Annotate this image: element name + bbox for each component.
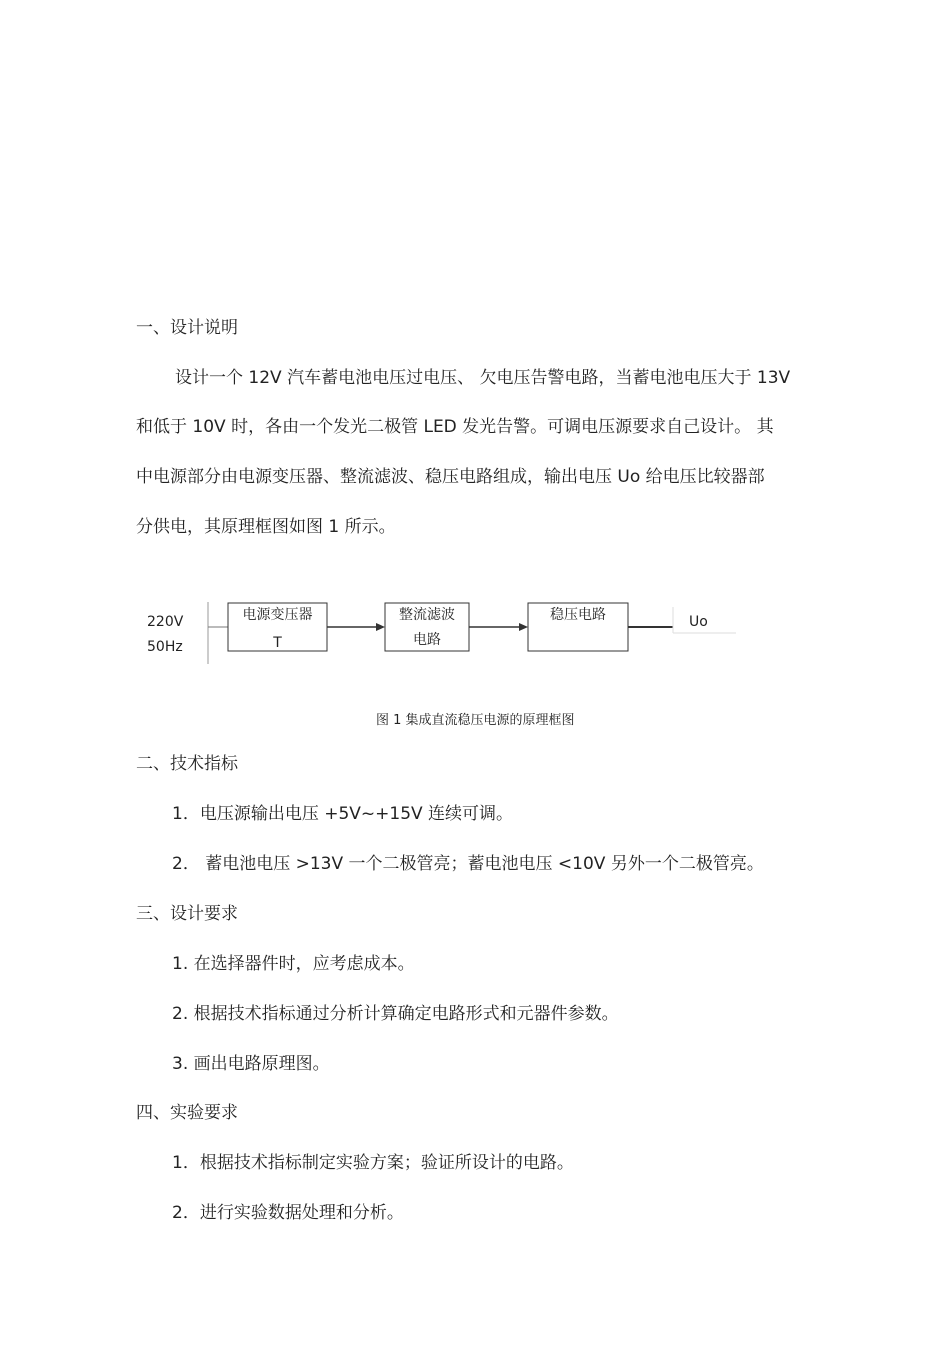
design-requirement-2: 2. 根据技术指标通过分析计算确定电路形式和元器件参数。 bbox=[172, 1004, 619, 1024]
rectifier-circuit-label: 电路 bbox=[413, 632, 441, 648]
design-requirement-3: 3. 画出电路原理图。 bbox=[172, 1054, 330, 1074]
rectifier-filter-label: 整流滤波 bbox=[399, 607, 455, 623]
spec-item-2: 2． 蓄电池电压 >13V 一个二极管亮；蓄电池电压 <10V 另外一个二极管亮。 bbox=[172, 854, 764, 874]
paragraph-line-2: 和低于 10V 时，各由一个发光二极管 LED 发光告警。可调电压源要求自己设计。 其 bbox=[136, 417, 774, 437]
transformer-symbol-label: T bbox=[273, 635, 282, 651]
transformer-label: 电源变压器 bbox=[242, 607, 313, 623]
output-voltage-label: Uo bbox=[689, 614, 708, 630]
input-frequency-label: 50Hz bbox=[147, 639, 183, 655]
experiment-requirement-2: 2．进行实验数据处理和分析。 bbox=[172, 1203, 404, 1223]
section-heading-design-description: 一、设计说明 bbox=[136, 318, 238, 338]
spec-item-1: 1．电压源输出电压 +5V~+15V 连续可调。 bbox=[172, 804, 514, 824]
input-voltage-label: 220V bbox=[147, 614, 184, 630]
paragraph-line-1: 设计一个 12V 汽车蓄电池电压过电压、 欠电压告警电路，当蓄电池电压大于 13V bbox=[175, 368, 791, 388]
section-heading-experiment-requirements: 四、实验要求 bbox=[136, 1103, 238, 1123]
figure-caption: 图 1 集成直流稳压电源的原理框图 bbox=[376, 713, 575, 728]
arrow-2-head bbox=[519, 623, 528, 631]
section-heading-design-requirements: 三、设计要求 bbox=[136, 904, 238, 924]
design-requirement-1: 1. 在选择器件时，应考虑成本。 bbox=[172, 954, 415, 974]
paragraph-line-4: 分供电，其原理框图如图 1 所示。 bbox=[136, 517, 396, 537]
experiment-requirement-1: 1．根据技术指标制定实验方案；验证所设计的电路。 bbox=[172, 1153, 574, 1173]
regulator-label: 稳压电路 bbox=[550, 607, 606, 623]
arrow-1-head bbox=[376, 623, 385, 631]
section-heading-technical-specs: 二、技术指标 bbox=[136, 754, 238, 774]
paragraph-line-3: 中电源部分由电源变压器、整流滤波、稳压电路组成，输出电压 Uo 给电压比较器部 bbox=[136, 467, 765, 487]
